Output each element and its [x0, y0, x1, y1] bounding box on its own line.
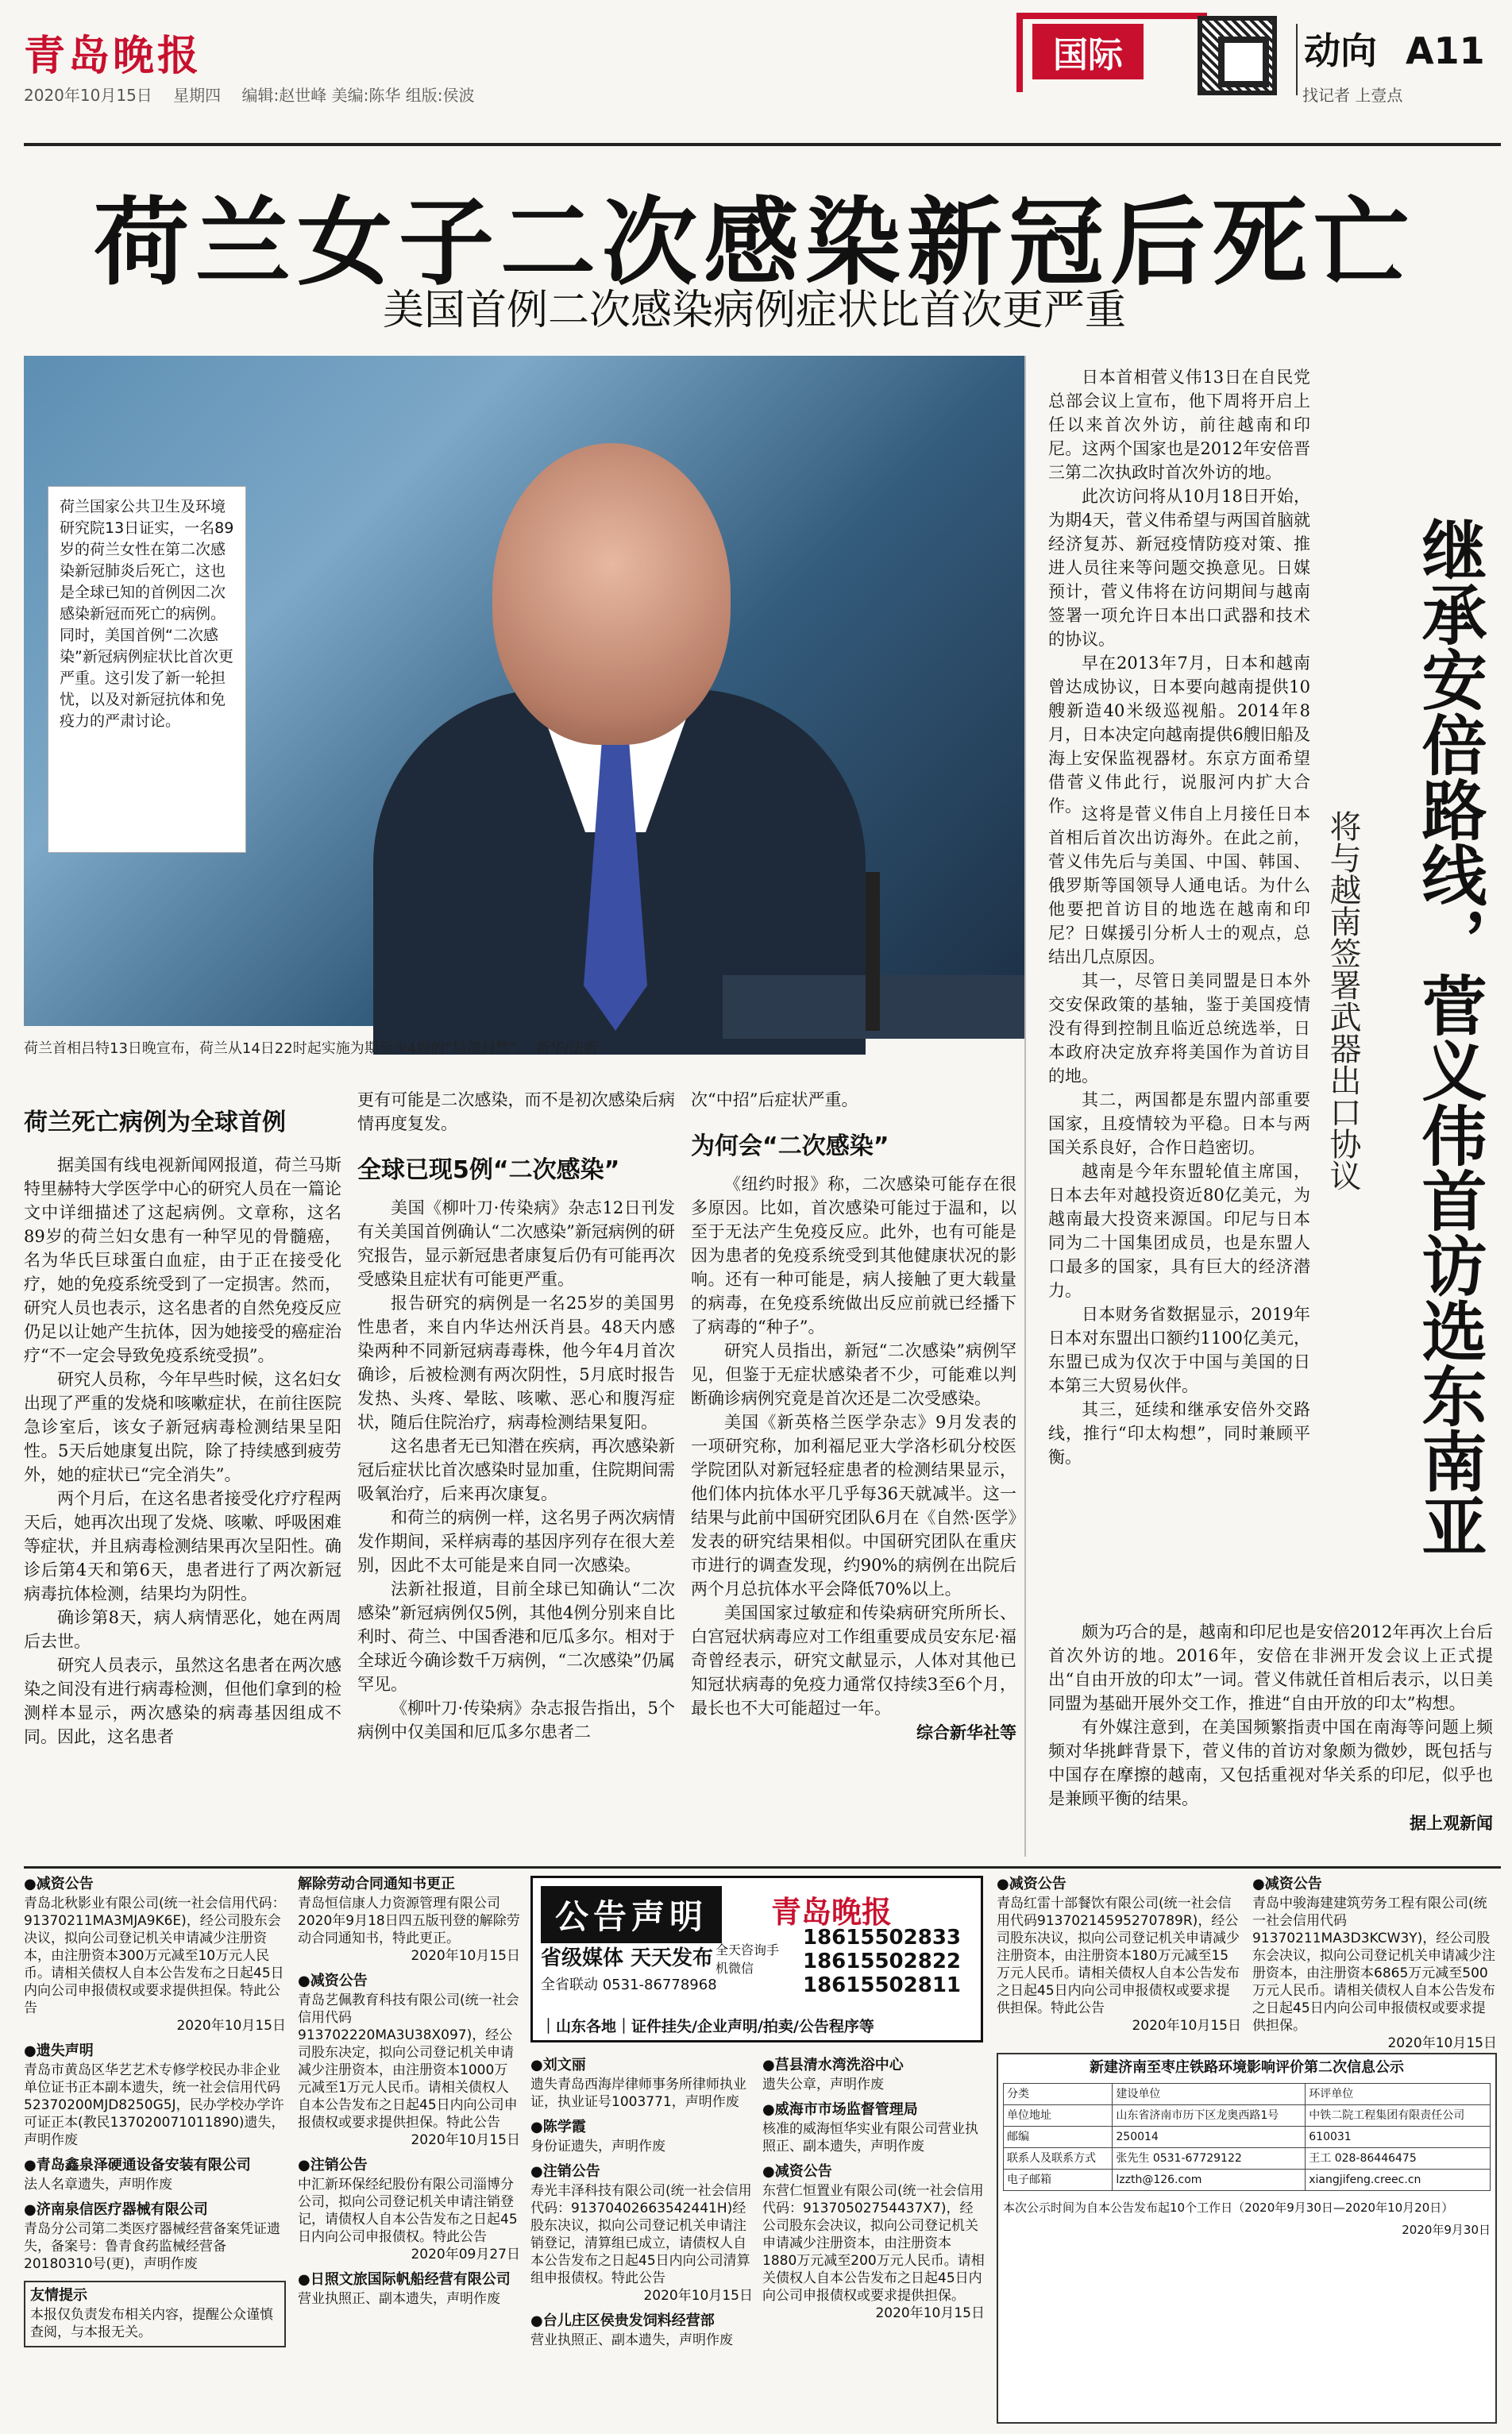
ad-item: ●减资公告 青岛北秋影业有限公司(统一社会信用代码：91370211MA3MJA9K6E)，经公司股东会决议，拟向公司登记机关申请减少注册资本，由注册资本300万元减至10万元人民币。请相关债权人自本公告发布之日起45日内向公司申报债权或要求提供担保。特此公告 2020年10月15日: [24, 1876, 286, 2034]
issue-meta: [24, 83, 474, 106]
section-tag: 国际: [1032, 24, 1144, 79]
ad-item: ●刘文丽 遗失青岛西海岸律师事务所律师执业证，执业证号1003771，声明作废: [530, 2057, 746, 2110]
ad-item: ●减资公告 东营仁恒置业有限公司(统一社会信用代码：91370502754437X7)，经公司股东会决议，拟向公司登记机关申请减少注册资本，由注册资本1880万元减至200万元人民币。请相关债权人自本公告发布之日起45日内向公司申报债权或要求提供担保。 2020年10月15日: [762, 2163, 985, 2321]
byline: 综合新华社等: [916, 1722, 1016, 1742]
paragraph: 研究人员称，今年早些时候，这名妇女出现了严重的发烧和咳嗽症状，在前往医院急诊室后，该女子新冠病毒检测结果呈阳性。5天后她康复出院，除了持续感到疲劳外，她的症状已“完全消失”。: [24, 1370, 341, 1484]
env-notice: [997, 2053, 1497, 2424]
paragraph: 此次访问将从10月18日开始，为期4天，菅义伟希望与两国首脑就经济复苏、新冠疫情防疫对策、推进人员往来等问题交换意见。日媒预计，菅义伟将在访问期间与越南签署一项允许日本出口武器和技术的协议。: [1048, 487, 1310, 649]
photo-face: [492, 443, 731, 745]
paragraph: 研究人员表示，虽然这名患者在两次感染之间没有进行病毒检测，但他们拿到的检测样本显示，两次感染的病毒基因组成不同。因此，这名患者: [24, 1656, 341, 1746]
ad-item: ●陈学霞 身份证遗失，声明作废: [530, 2119, 665, 2154]
main-headline: 荷兰女子二次感染新冠后死亡: [94, 188, 1415, 299]
notice-brand: 青岛晚报: [771, 1895, 893, 1930]
notice-phone-label: 全天咨询手机微信: [716, 1942, 780, 1976]
photo-inset-summary: 荷兰国家公共卫生及环境研究院13日证实，一名89岁的荷兰女性在第二次感染新冠肺炎后死亡，这也是全球已知的首例因二次感染新冠而死亡的病例。同时，美国首例“二次感染”新冠病例症状比首次更严重。这引发了新一轮担忧，以及对新冠抗体和免疫力的严肃讨论。: [48, 486, 246, 853]
qr-code-icon: [1198, 16, 1277, 95]
ad-item: ●莒县清水湾洗浴中心 遗失公章，声明作废: [762, 2057, 904, 2093]
column-name: 动向: [1304, 29, 1377, 72]
ad-item: ●减资公告 青岛艺佩教育科技有限公司(统一社会信用代码913702220MA3U38X097)，经公司股东决定，拟向公司登记机关申请减少注册资本，由注册资本1000万元减至1万元人民币。请相关债权人自本公告发布之日起45日内向公司申报债权或要求提供担保。特此公告 2020年10月15日: [298, 1973, 520, 2148]
ad-item: ●减资公告 青岛红雷十部餐饮有限公司(统一社会信用代码91370214595270789R)，经公司股东决议，拟向公司登记机关申请减少注册资本，由注册资本180万元减至15万元人民币。请相关债权人自本公告发布之日起45日内向公司申报债权或要求提供担保。特此公告 2020年10月15日: [997, 1876, 1241, 2034]
paragraph: 日本首相菅义伟13日在自民党总部会议上宣布，他下周将开启上任以来首次外访，前往越南和印尼。这两个国家也是2012年安倍晋三第二次执政时首次外访的地。: [1048, 368, 1310, 482]
paragraph: 和荷兰的病例一样，这名男子两次病情发作期间，采样病毒的基因序列存在很大差别，因此不太可能是来自同一次感染。: [357, 1508, 675, 1575]
column-heading: 为何会“二次感染”: [691, 1132, 889, 1160]
notice-phones: [803, 1926, 961, 1997]
paragraph: 法新社报道，目前全球已知确认“二次感染”新冠病例仅5例，其他4例分别来自比利时、荷兰、中国香港和厄瓜多尔。相对于全球近今确诊数千万病例，“二次感染”仍属罕见。: [357, 1580, 675, 1694]
paragraph: 两个月后，在这名患者接受化疗疗程两天后，她再次出现了发烧、咳嗽、呼吸困难等症状，并且病毒检测结果再次呈阳性。确诊后第4天和第6天，患者进行了两次新冠病毒抗体检测，结果均为阴性。: [24, 1489, 341, 1603]
env-notice-title: 新建济南至枣庄铁路环境影响评价第二次信息公示: [1090, 2059, 1404, 2076]
article-column-2: [357, 1088, 675, 1858]
ad-item: ●青岛鑫泉泽硬通设备安装有限公司 法人名章遗失，声明作废: [24, 2157, 251, 2193]
masthead-logo: 青岛晚报: [24, 32, 202, 80]
ad-item: ●台儿庄区侯贵发饲料经营部 营业执照正、副本遗失，声明作废: [530, 2312, 733, 2348]
photo-microphone: [866, 872, 880, 1031]
notice-tags: ｜山东各地｜证件挂失/企业声明/拍卖/公告程序等: [541, 2018, 874, 2035]
paragraph: 越南是今年东盟轮值主席国，日本去年对越投资近80亿美元，为越南最大投资来源国。印尼与日本同为二十国集团成员，也是东盟人口最多的国家，具有巨大的经济潜力。: [1048, 1162, 1310, 1300]
column-editor: 找记者 上壹点: [1302, 86, 1403, 105]
paragraph: 其三，延续和继承安倍外交路线，推行“印太构想”，同时兼顾平衡。: [1048, 1400, 1310, 1467]
notice-slogan: 省级媒体 天天发布: [541, 1946, 714, 1970]
ads-mid-2: [530, 2057, 753, 2424]
page-number: A11: [1406, 29, 1485, 72]
paragraph: 报告研究的病例是一名25岁的美国男性患者，来自内华达州沃肖县。48天内感染两种不同新冠病毒毒株，他今年4月首次确诊，后被检测有两次阴性，5月底时报告发热、头疼、晕眩、咳嗽、恶心和腹泻症状，随后住院治疗，病毒检测结果复阳。: [357, 1294, 675, 1432]
ads-mid-3: [762, 2057, 985, 2424]
ad-item: ●济南泉信医疗器械有限公司 青岛分公司第二类医疗器械经营备案凭证遗失，备案号：鲁青食药监械经营备20180310号(更)，声明作废: [24, 2201, 280, 2272]
paragraph: 次“中招”后症状严重。: [691, 1090, 858, 1109]
side-article-footer: [1048, 1620, 1493, 1858]
ads-rule: [24, 1866, 1501, 1869]
ad-item: 解除劳动合同通知书更正 青岛恒信康人力资源管理有限公司2020年9月18日四五版刊登的解除劳动合同通知书，特此更正。 2020年10月15日: [298, 1876, 520, 1964]
env-notice-footer: 本次公示时间为自本公告发布起10个工作日（2020年9月30日—2020年10月20日）: [1003, 2201, 1454, 2215]
paragraph: 《柳叶刀·传染病》杂志报告指出，5个病例中仅美国和厄瓜多尔患者二: [357, 1699, 675, 1742]
side-headline: 继承安倍路线，菅义伟首访选东南亚: [1411, 516, 1487, 1558]
ads-left: [24, 1876, 286, 2424]
phone-number: 18615502811: [803, 1973, 961, 1997]
paragraph: 这名患者无已知潜在疾病，再次感染新冠后症状比首次感染时显加重，住院期间需吸氧治疗，后来再次康复。: [357, 1437, 675, 1503]
article-column-3: [691, 1088, 1016, 1858]
photo-caption: 荷兰首相吕特13日晚宣布，荷兰从14日22时起实施为期至少4周的“局部封禁”。 新华/法新: [24, 1040, 598, 1057]
ad-item: ●减资公告 青岛中骏海建建筑劳务工程有限公司(统一社会信用代码91370211MA3D3KCW3Y)，经公司股东会决议，拟向公司登记机关申请减少注册资本，由注册资本6865万元减至500万元人民币。请相关债权人自本公告发布之日起45日内向公司申报债权或要求提供担保。 2020年10月15日: [1252, 1876, 1497, 2051]
paragraph: 美国国家过敏症和传染病研究所所长、白宫冠状病毒应对工作组重要成员安东尼·福奇曾经表示，研究文献显示，人体对其他已知冠状病毒的免疫力通常仅持续3至6个月，最长也不大可能超过一年。: [691, 1603, 1016, 1718]
masthead-rule: [24, 143, 1501, 146]
phone-number: 18615502833: [803, 1926, 961, 1950]
column-heading: 全球已现5例“二次感染”: [357, 1156, 620, 1184]
issue-date: 2020年10月15日: [24, 86, 152, 105]
ad-item: ●注销公告 中汇新环保经纪股份有限公司淄博分公司，拟向公司登记机关申请注销登记，请债权人自本公告发布之日起45日内向公司申报债权。特此公告 2020年09月27日: [298, 2157, 520, 2262]
article-column-1: [24, 1088, 341, 1858]
paragraph: 据美国有线电视新闻网报道，荷兰马斯特里赫特大学医学中心的研究人员在一篇论文中详细描述了这起病例。文章称，这名89岁的荷兰妇女患有一种罕见的骨髓癌，名为华氏巨球蛋白血症，由于正在接受化疗，她的免疫系统受到了一定损害。然而，研究人员也表示，这名患者的自然免疫反应仍足以让她产生抗体，因为她接受的癌症治疗“不一定会导致免疫系统受损”。: [24, 1155, 341, 1365]
ad-item: ●遗失声明 青岛市黄岛区华艺艺术专修学校民办非企业单位证书正本副本遗失，统一社会信用代码52370200MJD8250G5J，民办学校办学许可证正本(教民137020071011890)遗失，声明作废: [24, 2042, 285, 2148]
side-subhead: 将与越南签署武器出口协议: [1325, 810, 1361, 1191]
byline: 据上观新闻: [1410, 1813, 1493, 1833]
paragraph: 日本财务省数据显示，2019年日本对东盟出口额约1100亿美元，东盟已成为仅次于中国与美国的日本第三大贸易伙伴。: [1048, 1305, 1310, 1395]
paragraph: 更有可能是二次感染，而不是初次感染后病情再度复发。: [357, 1090, 675, 1133]
ads-mid-1: [298, 1876, 520, 2424]
column-heading: 荷兰死亡病例为全球首例: [24, 1109, 286, 1136]
paragraph: 《纽约时报》称，二次感染可能存在很多原因。比如，首次感染可能过于温和，以至于无法产生免疫反应。此外，也有可能是因为患者的免疫系统受到其他健康状况的影响。还有一种可能是，病人接触了更大载量的病毒，在免疫系统做出反应前就已经播下了病毒的“种子”。: [691, 1175, 1016, 1337]
main-subhead: 美国首例二次感染病例症状比首次更严重: [382, 287, 1126, 334]
paragraph: 美国《柳叶刀·传染病》杂志12日刊发有关美国首例确认“二次感染”新冠病例的研究报告，显示新冠患者康复后仍有可能再次受感染且症状有可能更严重。: [357, 1198, 675, 1289]
column-divider: [1024, 356, 1026, 1857]
issue-weekday: 星期四: [173, 86, 222, 105]
paragraph: 其一，尽管日美同盟是日本外交安保政策的基轴，鉴于美国疫情没有得到控制且临近总统选举，日本政府决定放弃将美国作为首访目的地。: [1048, 971, 1310, 1086]
ad-item: ●注销公告 寿光丰泽科技有限公司(统一社会信用代码：91370402663542441H)经股东决议，拟向公司登记机关申请注销登记，清算组已成立，请债权人自本公告发布之日起45日内向公司清算组申报债权。特此公告 2020年10月15日: [530, 2163, 753, 2304]
side-article-body: [1048, 802, 1310, 1596]
notice-board: [530, 1876, 983, 2042]
phone-number: 18615502822: [803, 1950, 961, 1973]
friendly-tip: 友情提示 本报仅负责发布相关内容，提醒公众谨慎查阅，与本报无关。: [24, 2281, 286, 2347]
side-article-top: [1048, 365, 1310, 816]
paragraph: 有外媒注意到，在美国频繁指责中国在南海等问题上频频对华挑衅背景下，菅义伟的首访对象颇为微妙，既包括与中国存在摩擦的越南，又包括重视对华关系的印尼，似乎也是兼顾平衡的结果。: [1048, 1718, 1493, 1808]
page-column: [1294, 22, 1485, 75]
paragraph: 研究人员指出，新冠“二次感染”病例罕见，但鉴于无症状感染者不少，可能难以判断确诊病例究竟是首次还是二次受感染。: [691, 1341, 1016, 1408]
paragraph: 其二，两国都是东盟内部重要国家，且疫情较为平稳。日本与两国关系良好，合作日趋密切。: [1048, 1090, 1310, 1157]
paragraph: 确诊第8天，病人病情恶化，她在两周后去世。: [24, 1608, 341, 1651]
ads-right: [997, 1876, 1497, 2051]
ad-item: ●威海市市场监督管理局 核准的威海恒华实业有限公司营业执照正、副本遗失，声明作废: [762, 2101, 978, 2154]
paragraph: 颇为巧合的是，越南和印尼也是安倍2012年再次上台后首次外访的地。2016年，安倍在非洲开发会议上正式提出“自由开放的印太”一词。菅义伟就任首相后表示，以日美同盟为基础开展外交工作，推进“自由开放的印太”构想。: [1048, 1622, 1493, 1713]
ad-item: ●日照文旅国际帆船经营有限公司 营业执照正、副本遗失，声明作废: [298, 2271, 511, 2307]
env-notice-date: 2020年9月30日: [1402, 2223, 1491, 2237]
paragraph: 这将是菅义伟自上月接任日本首相后首次出访海外。在此之前，菅义伟先后与美国、中国、韩国、俄罗斯等国领导人通电话。为什么他要把首访目的地选在越南和印尼？日媒援引分析人士的观点，总结出几点原因。: [1048, 804, 1310, 966]
notice-hotline: 全省联动 0531-86778968: [541, 1977, 717, 1993]
issue-credits: 编辑:赵世峰 美编:陈华 组版:侯波: [241, 86, 475, 105]
paragraph: 美国《新英格兰医学杂志》9月发表的一项研究称，加利福尼亚大学洛杉矶分校医学院团队对新冠轻症患者的检测结果显示，他们体内抗体水平几乎每36天就减半。这一结果与此前中国研究团队6月在《自然·医学》发表的研究结果相似。中国研究团队在重庆市进行的调查发现，约90%的病例在出院后两个月总抗体水平会降低70%以上。: [691, 1413, 1016, 1599]
env-notice-table: 分类 建设单位 环评单位 单位地址 山东省济南市历下区龙奥西路1号 中铁二院工程集团有限责任公司 邮编 250014 610031 联系人及联系方式 张先生 0531-67729122 王工 028-86446475 电子邮箱 lzzth@126.com xiangjifeng.creec.cn: [1003, 2083, 1491, 2191]
notice-title: 公告声明: [541, 1886, 722, 1943]
paragraph: 早在2013年7月，日本和越南曾达成协议，日本要向越南提供10艘新造40米级巡视船。2014年8月，日本决定向越南提供6艘旧船及海上安保监视器材。东京方面希望借菅义伟此行，说服河内扩大合作。: [1048, 654, 1310, 816]
